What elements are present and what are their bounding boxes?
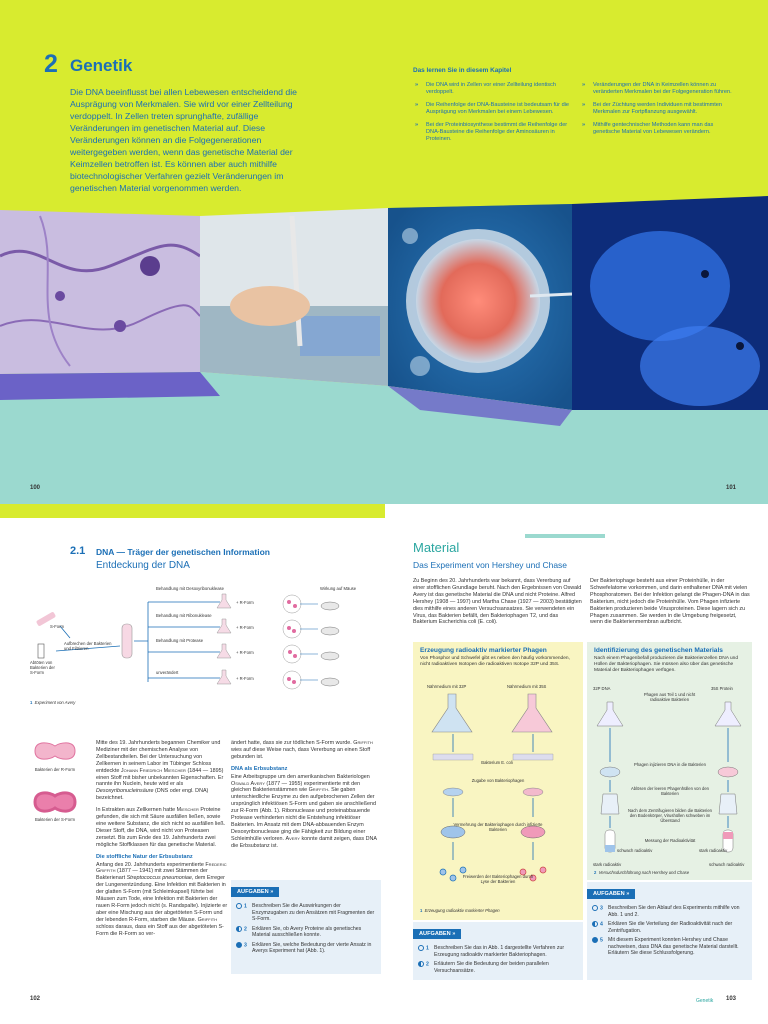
paragraph: In Extrakten aus Zellkernen hatte Miescher Proteine gefunden, die sich mit Säure ausfällen ließen, sowie eine weitere Substanz, die sich nicht so ausfällen ließ. Dieser Stoff, die DNA, wird nicht von Proteasen zersetzt. Bis zum Ende des 19. Jahrhunderts zwei mögliche Stoffklassen für das genetische Material. xyxy=(96,807,226,848)
body-column-1 xyxy=(96,740,228,942)
task-item: 5 Mit diesem Experiment konnten Hershey und Chase nachweisen, dass DNA das genetische Material darstellt. Erläutern Sie diese Schlussfolgerung. xyxy=(592,937,747,957)
objective-item: » Bei der Proteinbiosynthese bestimmt die Reihenfolge der DNA-Bausteine die Reihenfolge der Aminosäuren in Proteinen. xyxy=(413,122,576,144)
lab-photo xyxy=(200,196,390,396)
task-item: 3 Beschreiben Sie den Ablauf des Experiments mithilfe von Abb. 1 und 2. xyxy=(592,905,747,918)
caption-text: Experiment von Avery xyxy=(34,700,76,705)
step-label: Messung der Radioaktivität xyxy=(644,838,696,843)
objectives-right xyxy=(580,82,740,142)
photo-band xyxy=(0,196,768,436)
decor-bar xyxy=(525,534,605,538)
tissue-photo xyxy=(0,196,200,386)
objective-item: » Die Reihenfolge der DNA-Bausteine ist bedeutsam für die Ausprägung von Merkmalen bei einem Lebewesen. xyxy=(413,102,576,116)
step-label: Nach dem Zentrifugieren bilden die Bakterien den Bodenkörper, Virushüllen schweben im Überstand xyxy=(627,808,713,823)
treatment-label: Behandlung mit Ribonuklease xyxy=(156,613,212,618)
treatment-label: Behandlung mit Desoxyribonuklease xyxy=(156,586,224,591)
dna-label: 32P DNA xyxy=(593,686,611,691)
lime-strip xyxy=(0,504,385,518)
section-title: DNA — Träger der genetischen Information xyxy=(96,547,270,557)
treatment-label: Behandlung mit Protease xyxy=(156,638,204,643)
s-form-caption: Bakterien der S-Form xyxy=(34,817,76,822)
paragraph: Mitte des 19. Jahrhunderts begannen Chemiker und Mediziner mit der chemischen Analyse von Zellbestandteilen. Bei der Untersuchung von Zellkernen in seinem Labor im Tübinger Schloss entdeckte Johann Friedrich Miescher (1844 — 1895) einen Stoff mit bisher unbekannten Eigenschaften. Er nannte ihn Nuclein, heute wird er als Desoxyribonucleinsäure (DNS oder engl. DNA) bezeichnet. xyxy=(96,740,224,802)
breakup-label: Aufbrechen der Bakterien und Filtrieren xyxy=(64,641,112,651)
page-number: 102 xyxy=(30,996,41,1002)
chapter-number: 2 xyxy=(44,50,58,78)
phage-production-diagram xyxy=(413,682,583,892)
material-column-2: Der Bakteriophage besteht aus einer Proteinhülle, in der Schwefelatome vorkommen, und darin enthaltener DNA mit vielen Phosphoratomen. Bei der Infektion gelangt die Phagen-DNA in das Bakterium, nicht jedoch die Proteinhülle. Vom Phagen infizierte Bakterien produzieren beide Virusproteinen. Diese lagern sich zu Phagen zusammen. Sie werden in die Umgebung freigesetzt, wenn die Bakterienmembran aufbricht. xyxy=(590,578,750,626)
caption-number: 1 xyxy=(30,700,33,705)
paragraph: Eine Arbeitsgruppe um den amerikanischen Bakteriologen Oswald Avery (1877 — 1955) experimentierte mit den gleichen Bakterienstämmen wie Griffith. Sie gaben unterschiedliche Enzyme zu den aufgebrochenen Zellen der ursprünglich infektiösen S-Form und gaben sie anschließend zur R-Form (Abb. 1). Ribonuclease und proteinabbauende Proteasе verhinderten nicht die Entstehung infektiöser Bakterien. Im Ansatz mit dem DNA-abbauenden Enzym Desoxyribonuclease ging die Fähigkeit zur Bildung einer Schleimhülle verloren. Avery konnte damit zeigen, dass DNA die Erbsubstanz ist. xyxy=(231,773,377,849)
tasks-heading: AUFGABEN » xyxy=(413,929,461,939)
running-footer: Genetik xyxy=(696,998,714,1004)
task-item: 1 Beschreiben Sie das in Abb. 1 dargestellte Verfahren zur Erzeugung radioaktiv markierter Bakteriophagen. xyxy=(418,945,578,958)
paragraph: ändert hatte, dass sie zur tödlichen S-Form wurde. Griffith wies auf diese Weise nach, dass Vererbung an einen Stoff gebunden ist. xyxy=(231,740,373,760)
s-form-label: S-Form xyxy=(50,624,64,629)
objective-item: » Die DNA wird in Zellen vor einer Zellteilung identisch verdoppelt. xyxy=(413,82,576,96)
r-form-illustration xyxy=(30,738,80,764)
objectives-heading: Das lernen Sie in diesem Kapitel xyxy=(413,67,512,74)
mice-photo xyxy=(572,196,768,416)
treatment-label: unverändert xyxy=(156,670,179,675)
tasks-box xyxy=(587,882,752,980)
r-form-caption: Bakterien der R-Form xyxy=(34,767,76,772)
subheading: Die stoffliche Natur der Erbsubstanz xyxy=(96,853,193,860)
r-form-label: + R-Form xyxy=(236,676,254,681)
step-label: Zugabe von Bakteriophagen xyxy=(471,778,525,783)
experiment-2-box xyxy=(587,642,752,880)
hershey-chase-diagram xyxy=(587,682,752,872)
task-item: 2 Erklären Sie, ob Avery Proteine als genetisches Material ausschließen konnte. xyxy=(236,926,376,939)
objective-item: » Bei der Züchtung werden Individuen mit bestimmten Merkmalen zur Fortpflanzung ausgewählt. xyxy=(580,102,740,116)
figure-caption: 2 Versuchsdurchführung nach Hershey und Chase xyxy=(594,870,690,875)
step-label: Phagen aus Teil 1 und nicht radioaktive Bakterien xyxy=(643,692,696,702)
photo-collage xyxy=(0,196,768,436)
protein-label: 35S Protein xyxy=(711,686,733,691)
medium-label: Nährmedium mit 32P xyxy=(427,684,467,689)
page-number: 103 xyxy=(726,996,737,1002)
effect-label: Wirkung auf Mäuse xyxy=(320,586,357,591)
step-label: Freiwerden der Bakteriophagen durch Lyse der Bakterien xyxy=(462,874,534,884)
material-heading: Material xyxy=(413,540,460,555)
task-item: 1 Beschreiben Sie die Auswirkungen der Enzymzugaben zu den Ansätzen mit Fragmenten der S-Form. xyxy=(236,903,376,923)
tasks-heading: AUFGABEN » xyxy=(587,889,635,899)
step-label: Ablösen der leeren Phagenhüllen von den Bakterien xyxy=(631,786,709,796)
step-label: Vermehrung der Bakteriophagen durch infizierte Bakterien xyxy=(453,822,543,832)
objectives-left xyxy=(413,82,576,149)
result-label: schwach radioaktiv xyxy=(709,862,745,867)
r-form-label: + R-Form xyxy=(236,600,254,605)
chapter-title: Genetik xyxy=(70,56,133,75)
experiment-text: Von Phosphor und Schwefel gibt es neben den häufig vorkommenden, nicht radioaktiven Isotopen die radioaktiven Isotope 32P und 35S. xyxy=(420,656,570,667)
page-number: 100 xyxy=(30,485,41,491)
experiment-1-box xyxy=(413,642,583,920)
task-item: 2 Erläutern Sie die Bedeutung der beiden parallelen Versuchsansätze. xyxy=(418,961,578,974)
kill-label: Abtöten von Bakterien der S-Form xyxy=(30,660,55,675)
experiment-title: Erzeugung radioaktiv markierter Phagen xyxy=(420,647,547,654)
body-column-2 xyxy=(231,740,381,855)
medium-label: Nährmedium mit 35S xyxy=(507,684,547,689)
egg-cell-photo xyxy=(388,196,578,416)
section-subtitle: Entdeckung der DNA xyxy=(96,560,190,571)
chapter-intro: Die DNA beeinflusst bei allen Lebewesen entscheidend die Ausprägung von Merkmalen. Sie wird vor einer Zellteilung verdoppelt. In Zellen treten sprunghafte, zufällige Veränderungen im genetischen Material auf. Diese Veränderungen können an die Folgegenerationen weitergegeben werden, wenn das genetische Material der Keimzellen betroffen ist. Es können aber auch mithilfe biotechnologischer Verfahren gezielt Veränderungen im genetischen Material vorgenommen werden. xyxy=(70,87,297,193)
subheading: DNA als Erbsubstanz xyxy=(231,765,288,772)
teal-band xyxy=(0,436,768,504)
page-number: 101 xyxy=(726,485,737,491)
s-form-illustration xyxy=(30,788,80,816)
figure-caption xyxy=(30,700,75,705)
tasks-box xyxy=(231,880,381,974)
result-label: stark radioaktiv xyxy=(699,848,728,853)
experiment-title: Identifizierung des genetischen Materials xyxy=(594,647,723,654)
figure-caption: 1 Erzeugung radioaktiv markierter Phagen xyxy=(420,908,500,913)
material-column-1: Zu Beginn des 20. Jahrhunderts war bekannt, dass Vererbung auf einer stofflichen Grundlage beruht. Nach den Ergebnissen von Oswald Avery ist das genetische Material die DNA und nicht Proteine. Alfred Hershey (1908 — 1997) und Martha Chase (1927 — 2003) bestätigten dies mithilfe eines anderen Versuchsansatzes. Sie verwendeten ein Virus, das Bakterien befällt, den Bakteriophagen T2, und das Bakterium Escherichia coli (E. coli). xyxy=(413,578,582,626)
paragraph: Anfang des 20. Jahrhunderts experimentierte Frederic Griffith (1877 — 1941) mit zwei Stämmen der Bakterienart Streptococcus pneumoniae, dem Erreger der Lungenentzündung. Eine Infektion mit Bakterien in der glatten S-Form (mit Schleimkapsel) führte bei Mäusen zum Tode, eine Infektion mit Bakterien der rauen R-Form jedoch nicht (s. Randspalte). Injizierte er aber eine Mischung aus der abgetöteten S-Form und der lebenden R-Form, starben die Mäuse. Griffith schloss daraus, dass ein Stoff aus der abgetöteten S-Form die R-Form so ver- xyxy=(96,861,228,937)
r-form-label: + R-Form xyxy=(236,625,254,630)
task-item: 3 Erklären Sie, welche Bedeutung der vierte Ansatz in Averys Experiment hat (Abb. 1). xyxy=(236,942,376,955)
task-item: 4 Erklären Sie die Verteilung der Radioaktivität nach der Zentrifugation. xyxy=(592,921,747,934)
step-label: Phagen injizieren DNA in die Bakterien xyxy=(634,762,706,767)
objective-item: » Mithilfe gentechnischer Methoden kann man das genetische Material von Lebewesen verändern. xyxy=(580,122,740,136)
tasks-box xyxy=(413,922,583,980)
result-label: schwach radioaktiv xyxy=(617,848,653,853)
experiment-text: Nach einem Phagenbefall produzieren die Bakterienzellen DNA und Hüllen der Bakteriophagen. Sie müssen also über das genetische Material der Bakteriophagen verfügen. xyxy=(594,656,738,673)
tasks-heading: AUFGABEN » xyxy=(231,887,279,897)
bacterium-label: Bakterium E. coli xyxy=(481,760,513,765)
r-form-label: + R-Form xyxy=(236,650,254,655)
avery-figure xyxy=(30,586,380,698)
result-label: stark radioaktiv xyxy=(593,862,622,867)
material-subtitle: Das Experiment von Hershey und Chase xyxy=(413,560,568,570)
objective-item: » Veränderungen der DNA in Keimzellen können zu veränderten Merkmalen bei der Folgegeneration führen. xyxy=(580,82,740,96)
section-number: 2.1 xyxy=(70,545,86,557)
